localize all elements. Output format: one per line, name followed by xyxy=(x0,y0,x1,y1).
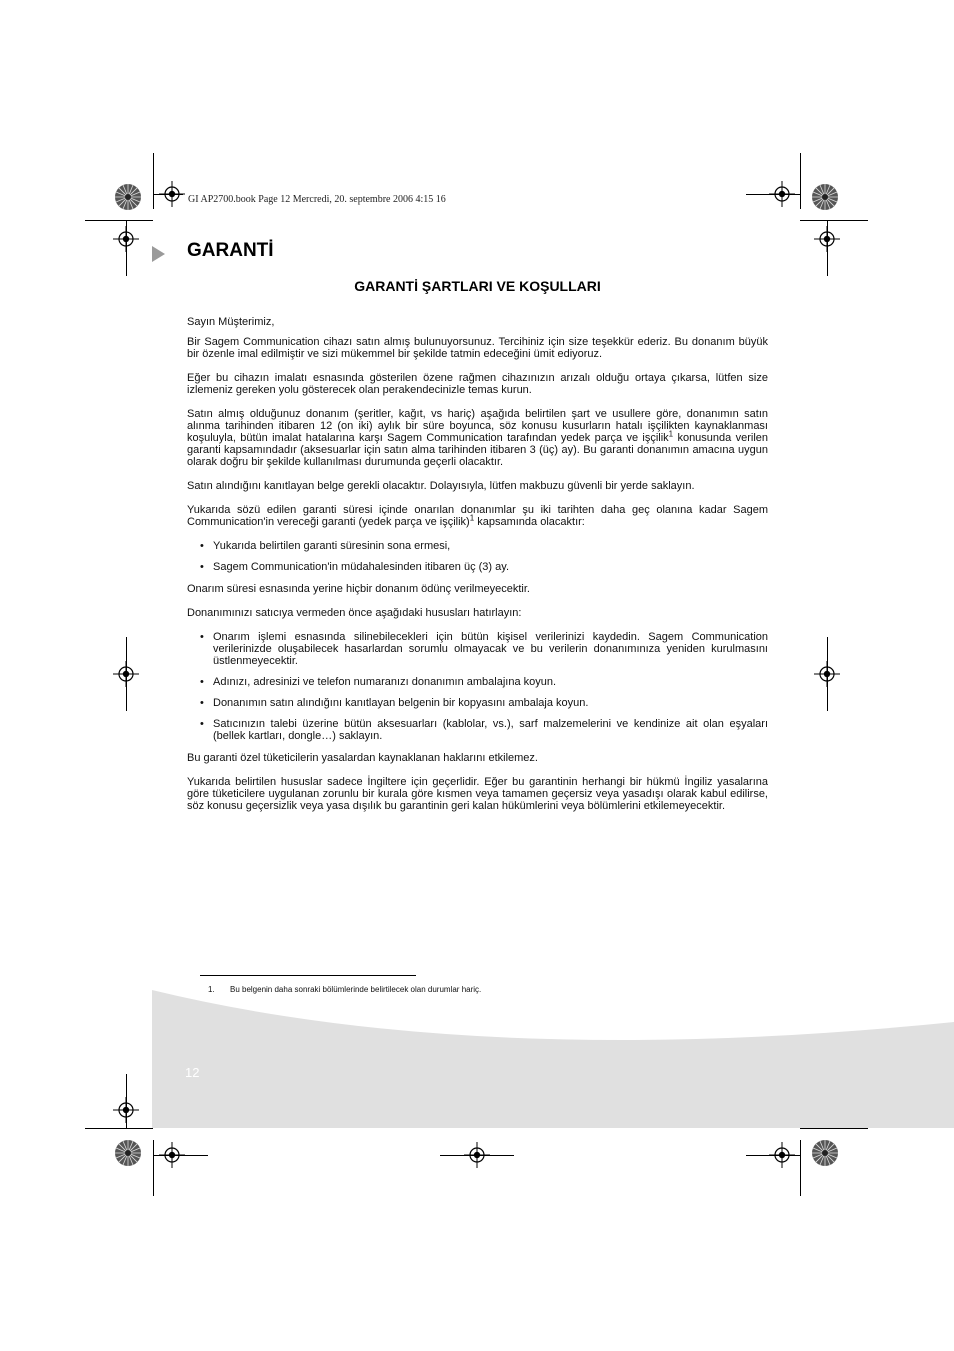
paragraph: Onarım süresi esnasında yerine hiçbir donanım ödünç verilmeyecektir. xyxy=(187,583,530,595)
list-item xyxy=(187,718,768,742)
list-item xyxy=(187,561,768,573)
crop-mark xyxy=(153,1140,154,1196)
registration-crosshair-icon xyxy=(814,661,840,687)
registration-crosshair-icon xyxy=(159,1142,185,1168)
rosette-target-icon xyxy=(114,1139,142,1167)
registration-crosshair-icon xyxy=(113,661,139,687)
registration-crosshair-icon xyxy=(464,1142,490,1168)
paragraph: Bir Sagem Communication cihazı satın almış bulunuyorsunuz. Tercihiniz için size teşekkür ederiz. Bu donanım büyük bir özenle imal edilmiştir ve sizi mükemmel bir şekilde tatmin edeceğini ümit ediyoruz. xyxy=(187,336,768,360)
bullet-list xyxy=(187,631,768,742)
salutation: Sayın Müşterimiz, xyxy=(187,316,275,328)
bullet-icon: • xyxy=(200,540,204,552)
rosette-target-icon xyxy=(811,1139,839,1167)
paragraph xyxy=(187,408,768,468)
rosette-target-icon xyxy=(811,183,839,211)
registration-crosshair-icon xyxy=(113,1097,139,1123)
paragraph xyxy=(187,504,768,528)
list-item xyxy=(187,676,768,688)
registration-crosshair-icon xyxy=(814,226,840,252)
list-item xyxy=(187,540,768,552)
paragraph-text: Satın almış olduğunuz donanım (şeritler, kağıt, vs hariç) aşağıda belirtilen şart ve usullere göre, donanımın satın alınma tarihinden itibaren 12 (on iki) aylık bir süre boyunca, söz konusu kusurların hatalı işçilikten kaynaklanması koşuluyla, bütün imalat hatalarına karşı Sagem Communication tarafından yedek parça ve işçilik xyxy=(187,408,768,444)
bullet-list xyxy=(187,540,768,573)
bullet-icon: • xyxy=(200,697,204,709)
registration-crosshair-icon xyxy=(769,1142,795,1168)
crop-mark xyxy=(800,1128,868,1129)
paragraph-text: Yukarıda sözü edilen garanti süresi içinde onarılan donanımlar şu iki tarihten daha geç olanına kadar Sagem Communication'in vereceği garanti (yedek parça ve işçilik) xyxy=(187,504,768,528)
bullet-icon: • xyxy=(200,718,204,730)
list-item-text: Satıcınızın talebi üzerine bütün aksesuarları (kablolar, vs.), sarf malzemelerini ve kendinize ait olan eşyaları (bellek kartları, dongle…) saklayın. xyxy=(213,718,768,742)
crop-mark xyxy=(85,1128,153,1129)
paragraph: Yukarıda belirtilen hususlar sadece İngiltere için geçerlidir. Eğer bu garantinin herhangi bir hükmü İngiliz yasalarına göre tüketicilere uygulanan zorunlu bir kurala göre kısmen veya tamamen geçersiz veya yasadışı olarak kabul edilirse, söz konusu geçersizlik veya yasa dışılık bu garantinin geri kalan hükümlerini veya bölümlerini etkilemeyecektir. xyxy=(187,776,768,812)
list-item-text: Sagem Communication'in müdahalesinden itibaren üç (3) ay. xyxy=(213,561,509,573)
footer-band xyxy=(152,990,954,1128)
footnote-ref: 1 xyxy=(668,429,674,439)
crop-mark xyxy=(800,153,801,209)
list-item-text: Adınızı, adresinizi ve telefon numaranızı donanımın ambalajına koyun. xyxy=(213,676,557,688)
paragraph: Satın alındığını kanıtlayan belge gerekli olacaktır. Dolayısıyla, lütfen makbuzu güvenli bir yerde saklayın. xyxy=(187,480,695,492)
list-item-text: Donanımın satın alındığını kanıtlayan belgenin bir kopyasını ambalaja koyun. xyxy=(213,697,589,709)
paragraph-text: konusunda verilen garanti kapsamındadır (aksesuarlar için satın alma tarihinden itibaren 3 (üç) ay). Bu garanti donanımın amacına uygun olarak doğru bir şekilde kullanılması durumunda geçerli olacaktır. xyxy=(187,432,768,468)
registration-crosshair-icon xyxy=(159,181,185,207)
paragraph: Donanımınızı satıcıya vermeden önce aşağıdaki hususları hatırlayın: xyxy=(187,607,522,619)
crop-mark xyxy=(153,153,154,209)
section-title: GARANTİ xyxy=(187,240,274,261)
paragraph: Bu garanti özel tüketicilerin yasalardan kaynaklanan haklarını etkilemez. xyxy=(187,752,538,764)
footnote-text: Bu belgenin daha sonraki bölümlerinde belirtilecek olan durumlar hariç. xyxy=(230,985,482,994)
page-number: 12 xyxy=(185,1065,200,1080)
footnote-number: 1. xyxy=(208,985,215,994)
warranty-text xyxy=(187,316,768,824)
registration-crosshair-icon xyxy=(769,181,795,207)
list-item-text: Onarım işlemi esnasında silinebilecekleri için bütün kişisel verilerinizi kaydedin. Sagem Communication verilerinizde oluşabilecek hasarlardan sorumlu olmayacak ve bu verilerin donanımınıza yeniden kurulmasını üstlenmeyecektir. xyxy=(213,631,768,667)
bullet-icon: • xyxy=(200,561,204,573)
section-subtitle: GARANTİ ŞARTLARI VE KOŞULLARI xyxy=(354,278,601,294)
bullet-icon: • xyxy=(200,676,204,688)
crop-mark xyxy=(85,220,153,221)
crop-mark xyxy=(800,220,868,221)
paragraph-text: kapsamında olacaktır: xyxy=(474,516,585,528)
rosette-target-icon xyxy=(114,183,142,211)
list-item xyxy=(187,697,768,709)
footnote-rule xyxy=(200,975,416,976)
crop-mark xyxy=(800,1140,801,1196)
bullet-icon: • xyxy=(200,631,204,643)
list-item-text: Yukarıda belirtilen garanti süresinin sona ermesi, xyxy=(213,540,451,552)
triangle-arrow-icon xyxy=(152,246,165,262)
list-item xyxy=(187,631,768,667)
paragraph: Eğer bu cihazın imalatı esnasında gösterilen özene rağmen cihazınızın arızalı olduğu ortaya çıkarsa, lütfen size izlemeniz gereken yolu gösterecek olan perakendecinizle temas kurun. xyxy=(187,372,768,396)
print-info: GI AP2700.book Page 12 Mercredi, 20. septembre 2006 4:15 16 xyxy=(188,194,446,205)
registration-crosshair-icon xyxy=(113,226,139,252)
footnote-ref: 1 xyxy=(469,513,475,523)
